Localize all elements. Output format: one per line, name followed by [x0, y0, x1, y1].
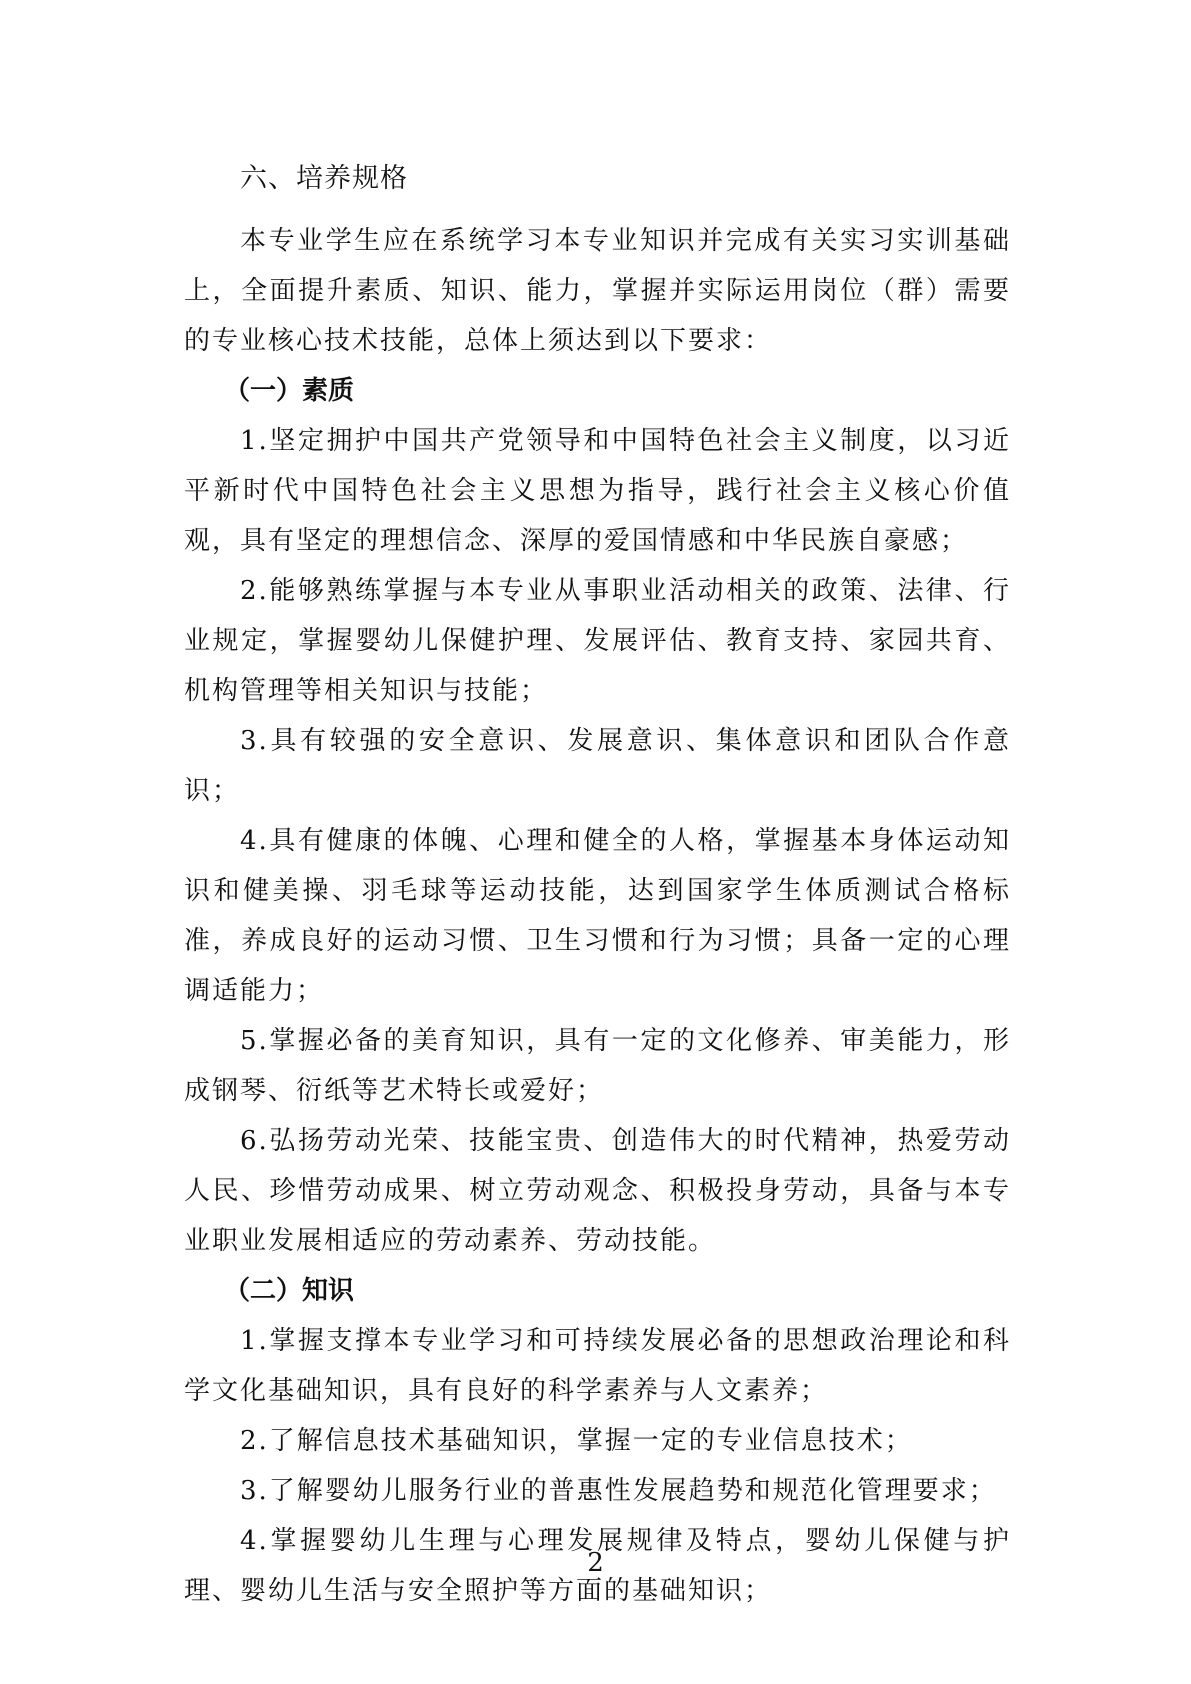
quality-item-3: 3.具有较强的安全意识、发展意识、集体意识和团队合作意识； [184, 726, 1011, 806]
intro-paragraph: 本专业学生应在系统学习本专业知识并完成有关实习实训基础上，全面提升素质、知识、能力，掌握并实际运用岗位（群）需要的专业核心技术技能，总体上须达到以下要求： [184, 226, 1011, 356]
quality-item-4: 4.具有健康的体魄、心理和健全的人格，掌握基本身体运动知识和健美操、羽毛球等运动技能，达到国家学生体质测试合格标准，养成良好的运动习惯、卫生习惯和行为习惯；具备一定的心理调适能力； [184, 826, 1011, 1006]
knowledge-item-2: 2.了解信息技术基础知识，掌握一定的专业信息技术； [240, 1426, 913, 1456]
quality-item-1: 1.坚定拥护中国共产党领导和中国特色社会主义制度，以习近平新时代中国特色社会主义思想为指导，践行社会主义核心价值观，具有坚定的理想信念、深厚的爱国情感和中华民族自豪感； [184, 426, 1011, 556]
quality-heading: （一）素质 [224, 376, 355, 406]
section-title: 六、培养规格 [240, 163, 408, 194]
knowledge-item-3: 3.了解婴幼儿服务行业的普惠性发展趋势和规范化管理要求； [240, 1476, 997, 1506]
quality-item-6: 6.弘扬劳动光荣、技能宝贵、创造伟大的时代精神，热爱劳动人民、珍惜劳动成果、树立劳动观念、积极投身劳动，具备与本专业职业发展相适应的劳动素养、劳动技能。 [184, 1126, 1011, 1256]
knowledge-heading: （二）知识 [224, 1276, 355, 1306]
page-number: 2 [587, 1548, 604, 1578]
quality-item-2: 2.能够熟练掌握与本专业从事职业活动相关的政策、法律、行业规定，掌握婴幼儿保健护理、发展评估、教育支持、家园共育、机构管理等相关知识与技能； [184, 576, 1011, 706]
knowledge-item-1: 1.掌握支撑本专业学习和可持续发展必备的思想政治理论和科学文化基础知识，具有良好的科学素养与人文素养； [184, 1326, 1011, 1406]
page-content [184, 154, 1011, 1616]
quality-item-5: 5.掌握必备的美育知识，具有一定的文化修养、审美能力，形成钢琴、衍纸等艺术特长或爱好； [184, 1026, 1011, 1106]
knowledge-item-4: 4.掌握婴幼儿生理与心理发展规律及特点，婴幼儿保健与护理、婴幼儿生活与安全照护等方面的基础知识； [184, 1526, 1011, 1606]
